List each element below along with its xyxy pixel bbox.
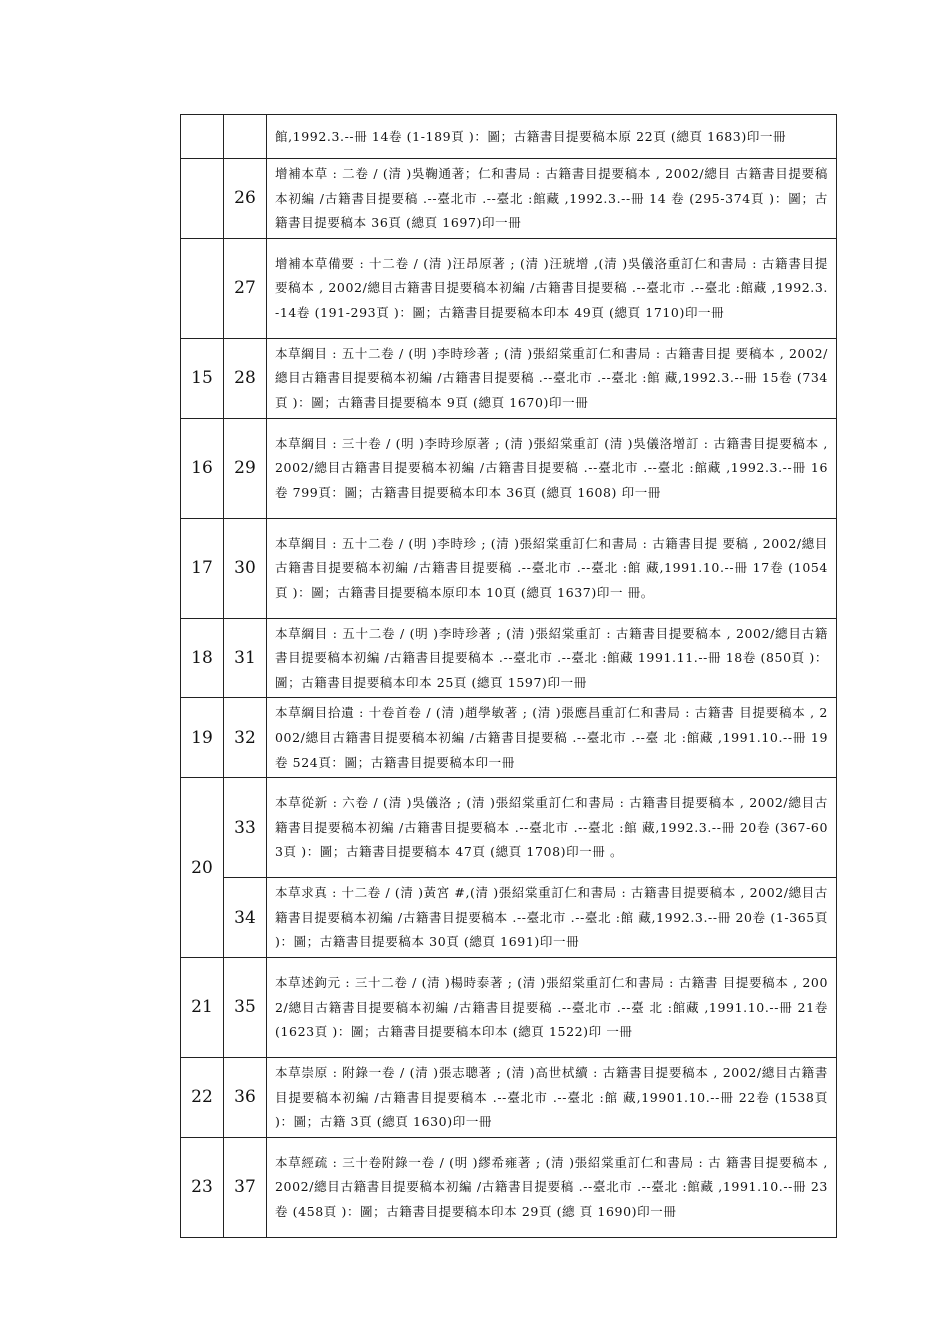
table-row bbox=[181, 1057, 837, 1137]
bibliographic-entry: 館,1992.3.--冊 14卷 (1-189頁 )：圖；古籍書目提要稿本原 22頁 (總頁 1683)印一冊 bbox=[267, 115, 837, 159]
table-row bbox=[181, 518, 837, 618]
entry-number: 34 bbox=[224, 878, 267, 958]
entry-number: 26 bbox=[224, 159, 267, 239]
entry-number: 32 bbox=[224, 698, 267, 778]
bibliographic-entry: 本草綱目 : 三十卷 / (明 )李時珍原著 ; (清 )張紹棠重訂 (清 )吳儀洛增訂 : 古籍書目提要稿本 , 2002/總目古籍書目提要稿本初編 /古籍書目提要稿 .--臺北市 .--臺北 :館藏 ,1992.3.--冊 16卷 799頁：圖；古籍書目提要稿本印本 36頁 (總頁 1608) 印一冊 bbox=[267, 418, 837, 518]
volume-number: 20 bbox=[181, 778, 224, 958]
table-row bbox=[181, 238, 837, 338]
volume-number: 16 bbox=[181, 418, 224, 518]
table-row bbox=[181, 778, 837, 878]
table-row bbox=[181, 115, 837, 159]
entry-number: 36 bbox=[224, 1057, 267, 1137]
table-row bbox=[181, 418, 837, 518]
bibliographic-entry: 本草從新 : 六卷 / (清 )吳儀洛 ; (清 )張紹棠重訂仁和書局 : 古籍書目提要稿本 , 2002/總目古籍書目提要稿本初編 /古籍書目提要稿本 .--臺北市 .--臺北 :館 藏,1992.3.--冊 20卷 (367-603頁 )：圖；古籍書目提要稿本 47頁 (總頁 1708)印一冊 。 bbox=[267, 778, 837, 878]
volume-number bbox=[181, 115, 224, 159]
catalog-body bbox=[181, 115, 837, 1238]
entry-number: 37 bbox=[224, 1137, 267, 1237]
volume-number: 19 bbox=[181, 698, 224, 778]
bibliographic-entry: 本草求真 : 十二卷 / (清 )黃宮 #,(清 )張紹棠重訂仁和書局 : 古籍書目提要稿本 , 2002/總目古籍書目提要稿本初編 /古籍書目提要稿本 .--臺北市 .--臺北 :館 藏,1992.3.--冊 20卷 (1-365頁 )：圖；古籍書目提要稿本 30頁 (總頁 1691)印一冊 bbox=[267, 878, 837, 958]
volume-number bbox=[181, 159, 224, 239]
table-row bbox=[181, 618, 837, 698]
bibliographic-entry: 增補本草備要 : 十二卷 / (清 )汪昂原著 ; (清 )汪琥增 ,(清 )吳儀洛重訂仁和書局 : 古籍書目提要稿本 , 2002/總目古籍書目提要稿本初編 /古籍書目提要稿 .--臺北市 .--臺北 :館藏 ,1992.3.-14卷 (191-293頁 )：圖；古籍書目提要稿本印本 49頁 (總頁 1710)印一冊 bbox=[267, 238, 837, 338]
entry-number: 27 bbox=[224, 238, 267, 338]
entry-number: 35 bbox=[224, 957, 267, 1057]
bibliographic-entry: 增補本草 : 二卷 / (清 )吳鞠通著；仁和書局 : 古籍書目提要稿本 , 2002/總目 古籍書目提要稿本初編 /古籍書目提要稿 .--臺北市 .--臺北 :館藏 ,1992.3.--冊 14 卷 (295-374頁 )：圖；古籍書目提要稿本 36頁 (總頁 1697)印一冊 bbox=[267, 159, 837, 239]
table-row bbox=[181, 159, 837, 239]
bibliographic-entry: 本草經疏 : 三十卷附錄一卷 / (明 )繆希雍著 ; (清 )張紹棠重訂仁和書局 : 古 籍書目提要稿本 , 2002/總目古籍書目提要稿本初編 /古籍書目提要稿 .--臺北市 .--臺北 :館藏 ,1991.10.--冊 23卷 (458頁 )：圖；古籍書目提要稿本印本 29頁 (總 頁 1690)印一冊 bbox=[267, 1137, 837, 1237]
entry-number: 33 bbox=[224, 778, 267, 878]
entry-number: 30 bbox=[224, 518, 267, 618]
entry-number bbox=[224, 115, 267, 159]
bibliographic-entry: 本草綱目 : 五十二卷 / (明 )李時珍著 ; (清 )張紹棠重訂 : 古籍書目提要稿本 , 2002/總目古籍書目提要稿本初編 /古籍書目提要稿本 .--臺北市 .--臺北 :館藏 1991.11.--冊 18卷 (850頁 )：圖；古籍書目提要稿本印本 25頁 (總頁 1597)印一冊 bbox=[267, 618, 837, 698]
table-row bbox=[181, 957, 837, 1057]
catalog-table bbox=[180, 114, 837, 1238]
volume-number: 22 bbox=[181, 1057, 224, 1137]
table-row bbox=[181, 1137, 837, 1237]
bibliographic-entry: 本草述鉤元 : 三十二卷 / (清 )楊時泰著 ; (清 )張紹棠重訂仁和書局 : 古籍書 目提要稿本 , 2002/總目古籍書目提要稿本初編 /古籍書目提要稿 .--臺北市 .--臺 北 :館藏 ,1991.10.--冊 21卷 (1623頁 )：圖；古籍書目提要稿本印本 (總頁 1522)印 一冊 bbox=[267, 957, 837, 1057]
entry-number: 28 bbox=[224, 338, 267, 418]
table-row bbox=[181, 878, 837, 958]
volume-number: 23 bbox=[181, 1137, 224, 1237]
volume-number: 17 bbox=[181, 518, 224, 618]
bibliographic-entry: 本草崇原 : 附錄一卷 / (清 )張志聰著 ; (清 )高世栻續 : 古籍書目提要稿本 , 2002/總目古籍書目提要稿本初編 /古籍書目提要稿本 .--臺北市 .--臺北 :館 藏,19901.10.--冊 22卷 (1538頁 )：圖；古籍 3頁 (總頁 1630)印一冊 bbox=[267, 1057, 837, 1137]
bibliographic-entry: 本草綱目 : 五十二卷 / (明 )李時珍 ; (清 )張紹棠重訂仁和書局 : 古籍書目提 要稿 , 2002/總目古籍書目提要稿本初編 /古籍書目提要稿 .--臺北市 .--臺北 :館 藏,1991.10.--冊 17卷 (1054頁 )：圖；古籍書目提要稿本原印本 10頁 (總頁 1637)印一 冊。 bbox=[267, 518, 837, 618]
volume-number: 15 bbox=[181, 338, 224, 418]
entry-number: 31 bbox=[224, 618, 267, 698]
bibliographic-entry: 本草綱目拾遺 : 十卷首卷 / (清 )趙學敏著 ; (清 )張應昌重訂仁和書局 : 古籍書 目提要稿本 , 2002/總目古籍書目提要稿本初編 /古籍書目提要稿 .--臺北市 .--臺 北 :館藏 ,1991.10.--冊 19卷 524頁：圖；古籍書目提要稿本印一冊 bbox=[267, 698, 837, 778]
volume-number bbox=[181, 238, 224, 338]
volume-number: 18 bbox=[181, 618, 224, 698]
volume-number: 21 bbox=[181, 957, 224, 1057]
table-row bbox=[181, 338, 837, 418]
bibliographic-entry: 本草綱目 : 五十二卷 / (明 )李時珍著 ; (清 )張紹棠重訂仁和書局 : 古籍書目提 要稿本 , 2002/總目古籍書目提要稿本初編 /古籍書目提要稿 .--臺北市 .--臺北 :館 藏,1992.3.--冊 15卷 (734頁 )：圖；古籍書目提要稿本 9頁 (總頁 1670)印一冊 bbox=[267, 338, 837, 418]
table-row bbox=[181, 698, 837, 778]
entry-number: 29 bbox=[224, 418, 267, 518]
